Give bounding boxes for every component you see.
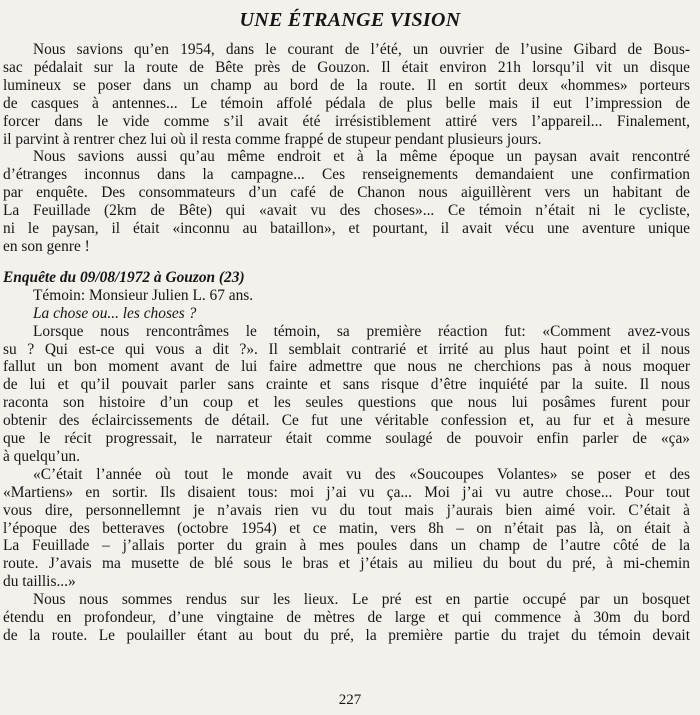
text-line: «C’était l’année où tout le monde avait vu des «Soucoupes Volantes» se poser et des [33,465,690,483]
text-line: Nous savions aussi qu’au même endroit et à la même époque un paysan avait rencontré [33,148,690,166]
text-line: ni le paysan, il était «inconnu au bataillon», et pourtant, il avait vécu une aventure unique [3,220,690,238]
text-line: lumineux se poser dans un champ au bord de la route. Il en sortit deux «hommes» porteurs [3,76,690,94]
paragraph-gap [3,256,690,269]
text-line: il parvint à rentrer chez lui où il resta comme frappé de stupeur pendant plusieurs jours. [3,130,542,148]
text-line: fallut un bon moment avant de lui faire admettre que nous ne cherchions pas à nous moquer [3,358,690,376]
text-line: forcer dans le vide comme s’il avait été irrésistiblement attiré vers l’appareil... Finalement, [3,112,690,130]
text-line: «Martiens» en sortir. Ils disaient tous: moi j’ai vu ça... Moi j’ai vu autre chose... Pour tout [3,483,690,501]
text-line: en son genre ! [3,237,90,255]
text-line: étendu en profondeur, d’une vingtaine de mètres de large et qui commence à 30m du bord [3,609,690,627]
text-line: Nous nous sommes rendus sur les lieux. Le pré est en partie occupé par un bosquet [33,591,690,609]
text-line: La Feuillade (2km de Bête) qui «avait vu des choses»... Ce témoin n’était ni le cycliste, [3,202,690,220]
text-line: que le récit progressait, le narrateur était comme soulagé de pouvoir enfin parler de «ça» [3,430,690,448]
text-line: route. J’avais ma musette de blé sous le bras et j’étais au milieu du bout du pré, à mi-chemin [3,555,690,573]
body-text [3,41,690,645]
text-line: d’étranges inconnus dans la campagne... Ces renseignements demandaient une confirmation [3,166,690,184]
section-heading: Enquête du 09/08/1972 à Gouzon (23) [3,268,245,286]
page-title: UNE ÉTRANGE VISION [239,9,461,31]
text-line: par enquête. Des consommateurs d’un café de Chanon nous aiguillèrent vers un habitant de [3,184,690,202]
text-line: de lui et qu’il pouvait parler sans crainte et sans risque d’être inquiété par la suite. Il nous [3,376,690,394]
text-line: à quelqu’un. [3,447,80,465]
text-line: vous dire, personnellemnt je n’avais rien vu du tout mais j’aurais bien aimé voir. C’était à [3,501,690,519]
witness-line: Témoin: Monsieur Julien L. 67 ans. [33,286,254,304]
text-line: du taillis...» [3,573,76,591]
text-line: raconta son histoire d’un coup et les seules questions que nous lui posâmes furent pour [3,394,690,412]
subheading: La chose ou... les choses ? [33,304,197,322]
text-line: de la route. Le poulailler étant au bout du pré, la première partie du trajet du témoin devait [3,627,690,644]
text-line: La Feuillade – j’allais porter du grain à mes poules dans un champ de l’autre côté de la [3,537,690,555]
text-line: obtenir des éclaircissements de détail. Ce fut une véritable confession et, au fur et à mesure [3,412,690,430]
text-line: l’époque des betteraves (octobre 1954) et ce matin, vers 8h – on n’était pas là, on était à [3,519,690,537]
text-line: Lorsque nous rencontrâmes le témoin, sa première réaction fut: «Comment avez-vous [33,322,690,340]
text-line: de casques à antennes... Le témoin affolé pédala de plus belle mais il eut l’impression de [3,94,690,112]
text-line: Nous savions qu’en 1954, dans le courant de l’été, un ouvrier de l’usine Gibard de Bous- [33,41,690,58]
text-line: su ? Qui est-ce qui vous a dit ?». Il semblait contrarié et irrité au plus haut point et il nous [3,340,690,358]
page-number: 227 [338,692,362,708]
text-line: sac pédalait sur la route de Bête près de Gouzon. Il était environ 21h lorsqu’il vit un disque [3,58,690,76]
